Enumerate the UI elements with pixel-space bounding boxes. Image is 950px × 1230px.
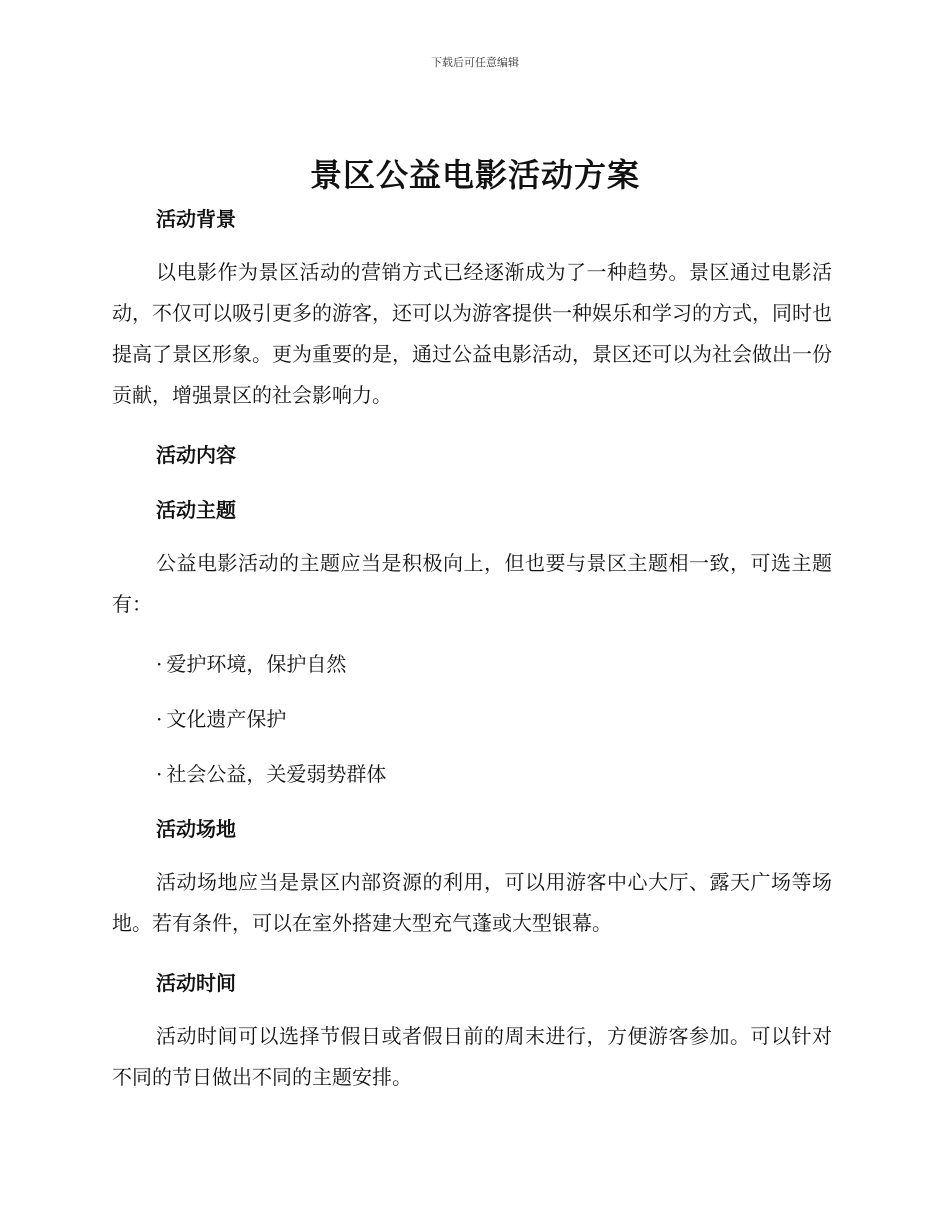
bullet-dot: · [156, 707, 163, 731]
paragraph-background: 以电影作为景区活动的营销方式已经逐渐成为了一种趋势。景区通过电影活动，不仅可以吸引更多的游客，还可以为游客提供一种娱乐和学习的方式，同时也提高了景区形象。更为重要的是，通过公益电影活动，景区还可以为社会做出一份贡献，增强景区的社会影响力。 [112, 260, 832, 407]
list-item-text: 爱护环境，保护自然 [166, 652, 347, 676]
heading-background: 活动背景 [156, 207, 236, 231]
paragraph-time: 活动时间可以选择节假日或者假日前的周末进行，方便游客参加。可以针对不同的节日做出不同的主题安排。 [112, 1024, 832, 1089]
list-item [112, 648, 832, 680]
paragraph-theme: 公益电影活动的主题应当是积极向上，但也要与景区主题相一致，可选主题有： [112, 551, 832, 616]
header-note: 下载后可任意编辑 [431, 56, 519, 69]
bullet-dot: · [156, 762, 163, 786]
list-item [112, 703, 832, 735]
list-item-text: 社会公益，关爱弱势群体 [166, 762, 387, 786]
list-item-text: 文化遗产保护 [166, 707, 287, 731]
paragraph-venue: 活动场地应当是景区内部资源的利用，可以用游客中心大厅、露天广场等场地。若有条件，可以在室外搭建大型充气蓬或大型银幕。 [112, 870, 832, 935]
bullet-dot: · [156, 652, 163, 676]
document-body [112, 203, 832, 1098]
heading-theme: 活动主题 [156, 498, 236, 522]
heading-time: 活动时间 [156, 971, 236, 995]
list-item [112, 758, 832, 790]
heading-content: 活动内容 [156, 443, 236, 467]
heading-venue: 活动场地 [156, 817, 236, 841]
document-title: 景区公益电影活动方案 [309, 156, 640, 194]
